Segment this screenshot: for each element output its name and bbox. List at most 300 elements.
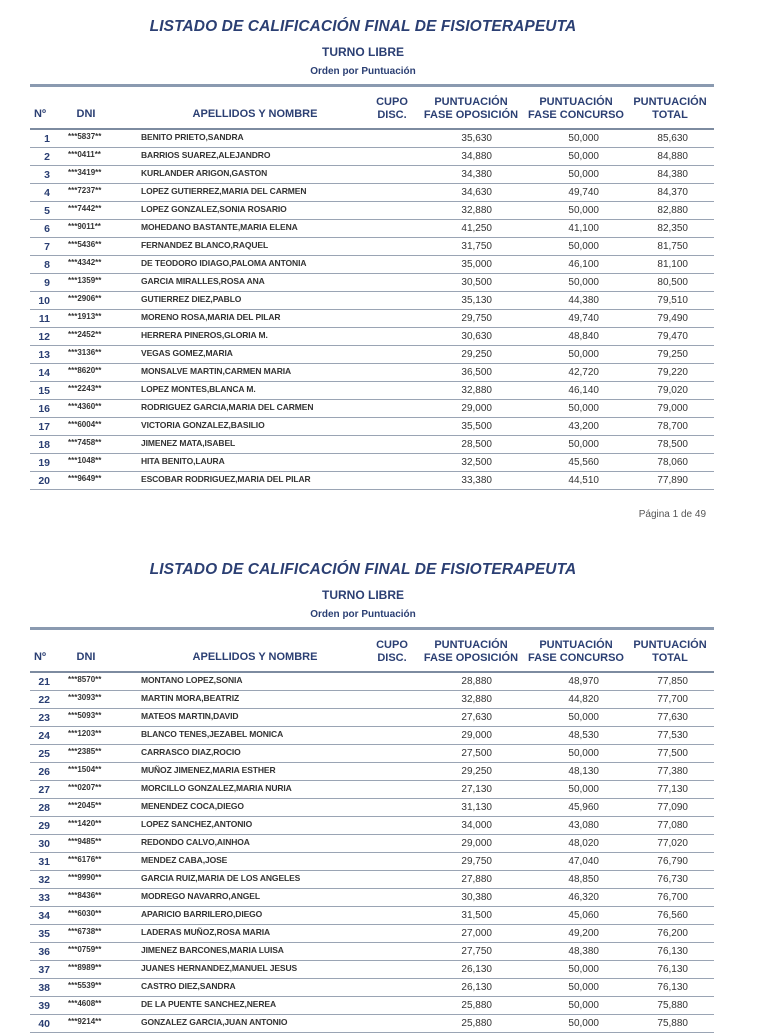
- row-score-total: 77,080: [657, 820, 688, 831]
- row-score-total: 76,130: [657, 964, 688, 975]
- row-score-oposicion: 35,130: [461, 295, 492, 306]
- row-name: REDONDO CALVO,AINHOA: [141, 837, 250, 847]
- row-dni: ***4360**: [68, 402, 102, 411]
- row-score-oposicion: 34,000: [461, 820, 492, 831]
- row-name: VICTORIA GONZALEZ,BASILIO: [141, 420, 265, 430]
- row-score-concurso: 46,140: [568, 385, 599, 396]
- row-name: MONTANO LOPEZ,SONIA: [141, 675, 243, 685]
- col-header-concurso-line2: FASE CONCURSO: [528, 109, 624, 121]
- row-number: 5: [44, 205, 50, 217]
- row-number: 6: [44, 223, 50, 235]
- table-row: [0, 400, 768, 418]
- document-subtitle: TURNO LIBRE: [322, 45, 404, 59]
- row-number: 26: [38, 766, 50, 778]
- col-header-cupo-line2: DISC.: [377, 109, 407, 121]
- row-score-concurso: 50,000: [568, 241, 599, 252]
- table-header: [0, 94, 768, 128]
- row-score-oposicion: 32,880: [461, 385, 492, 396]
- row-dni: ***1504**: [68, 765, 102, 774]
- row-score-concurso: 48,970: [568, 676, 599, 687]
- row-score-oposicion: 31,750: [461, 241, 492, 252]
- table-row: [0, 691, 768, 709]
- table-row: [0, 835, 768, 853]
- row-score-total: 79,020: [657, 385, 688, 396]
- row-number: 40: [38, 1018, 50, 1030]
- row-score-total: 80,500: [657, 277, 688, 288]
- row-name: GARCIA MIRALLES,ROSA ANA: [141, 276, 265, 286]
- row-score-oposicion: 29,000: [461, 838, 492, 849]
- row-score-total: 76,700: [657, 892, 688, 903]
- row-score-total: 84,370: [657, 187, 688, 198]
- row-score-total: 77,130: [657, 784, 688, 795]
- row-dni: ***4342**: [68, 258, 102, 267]
- row-score-oposicion: 27,130: [461, 784, 492, 795]
- row-dni: ***3093**: [68, 693, 102, 702]
- table-row: [0, 979, 768, 997]
- row-dni: ***0759**: [68, 945, 102, 954]
- row-score-concurso: 41,100: [568, 223, 599, 234]
- row-score-concurso: 50,000: [568, 133, 599, 144]
- col-header-name: APELLIDOS Y NOMBRE: [192, 108, 318, 120]
- row-name: KURLANDER ARIGON,GASTON: [141, 168, 268, 178]
- row-score-total: 77,630: [657, 712, 688, 723]
- row-number: 22: [38, 694, 50, 706]
- row-name: FERNANDEZ BLANCO,RAQUEL: [141, 240, 269, 250]
- row-number: 36: [38, 946, 50, 958]
- row-name: JIMENEZ BARCONES,MARIA LUISA: [141, 945, 284, 955]
- table-row: [0, 382, 768, 400]
- row-score-total: 82,350: [657, 223, 688, 234]
- row-number: 38: [38, 982, 50, 994]
- row-dni: ***7458**: [68, 438, 102, 447]
- row-score-oposicion: 33,380: [461, 475, 492, 486]
- row-score-concurso: 45,060: [568, 910, 599, 921]
- row-dni: ***7237**: [68, 186, 102, 195]
- row-name: MARTIN MORA,BEATRIZ: [141, 693, 240, 703]
- row-score-total: 79,000: [657, 403, 688, 414]
- row-name: JIMENEZ MATA,ISABEL: [141, 438, 236, 448]
- row-number: 21: [38, 676, 50, 688]
- row-score-oposicion: 29,750: [461, 313, 492, 324]
- table-row: [0, 889, 768, 907]
- row-number: 1: [44, 133, 50, 145]
- table-row: [0, 709, 768, 727]
- row-score-total: 85,630: [657, 133, 688, 144]
- col-header-oposicion: [418, 639, 524, 665]
- table-row: [0, 130, 768, 148]
- col-header-total-line2: TOTAL: [652, 652, 688, 664]
- results-table-body: [0, 673, 768, 1033]
- col-header-cupo-line2: DISC.: [377, 652, 407, 664]
- row-score-total: 77,530: [657, 730, 688, 741]
- row-score-total: 79,510: [657, 295, 688, 306]
- col-header-name: APELLIDOS Y NOMBRE: [192, 651, 318, 663]
- row-name: LOPEZ SANCHEZ,ANTONIO: [141, 819, 253, 829]
- row-score-oposicion: 31,130: [461, 802, 492, 813]
- sort-order-label: Orden por Puntuación: [310, 66, 416, 77]
- row-dni: ***6004**: [68, 420, 102, 429]
- row-score-total: 84,880: [657, 151, 688, 162]
- document-subtitle: TURNO LIBRE: [322, 588, 404, 602]
- row-score-oposicion: 27,750: [461, 946, 492, 957]
- table-row: [0, 781, 768, 799]
- row-name: CASTRO DIEZ,SANDRA: [141, 981, 236, 991]
- table-row: [0, 364, 768, 382]
- row-name: MONSALVE MARTIN,CARMEN MARIA: [141, 366, 292, 376]
- row-name: HITA BENITO,LAURA: [141, 456, 225, 466]
- row-name: DE LA PUENTE SANCHEZ,NEREA: [141, 999, 276, 1009]
- row-name: VEGAS GOMEZ,MARIA: [141, 348, 233, 358]
- row-number: 20: [38, 475, 50, 487]
- col-header-concurso-line1: PUNTUACIÓN: [539, 96, 613, 108]
- row-number: 23: [38, 712, 50, 724]
- row-number: 34: [38, 910, 50, 922]
- row-name: RODRIGUEZ GARCIA,MARIA DEL CARMEN: [141, 402, 314, 412]
- row-score-oposicion: 41,250: [461, 223, 492, 234]
- row-name: MUÑOZ JIMENEZ,MARIA ESTHER: [141, 765, 276, 775]
- table-row: [0, 472, 768, 490]
- row-number: 8: [44, 259, 50, 271]
- row-name: GONZALEZ GARCIA,JUAN ANTONIO: [141, 1017, 288, 1027]
- col-header-oposicion-line2: FASE OPOSICIÓN: [423, 652, 519, 664]
- row-dni: ***2906**: [68, 294, 102, 303]
- table-row: [0, 763, 768, 781]
- row-score-total: 79,220: [657, 367, 688, 378]
- row-number: 15: [38, 385, 50, 397]
- row-score-concurso: 49,740: [568, 187, 599, 198]
- table-row: [0, 943, 768, 961]
- table-row: [0, 727, 768, 745]
- row-score-concurso: 42,720: [568, 367, 599, 378]
- col-header-concurso-line1: PUNTUACIÓN: [539, 639, 613, 651]
- row-name: MORENO ROSA,MARIA DEL PILAR: [141, 312, 281, 322]
- row-score-total: 76,730: [657, 874, 688, 885]
- table-row: [0, 799, 768, 817]
- row-score-oposicion: 27,630: [461, 712, 492, 723]
- row-dni: ***1359**: [68, 276, 102, 285]
- row-score-total: 77,380: [657, 766, 688, 777]
- row-dni: ***1048**: [68, 456, 102, 465]
- row-score-concurso: 48,840: [568, 331, 599, 342]
- col-header-cupo: [366, 96, 418, 122]
- table-row: [0, 256, 768, 274]
- row-number: 31: [38, 856, 50, 868]
- row-name: HERRERA PINEROS,GLORIA M.: [141, 330, 268, 340]
- row-name: MORCILLO GONZALEZ,MARIA NURIA: [141, 783, 292, 793]
- table-row: [0, 238, 768, 256]
- row-score-total: 79,250: [657, 349, 688, 360]
- row-score-oposicion: 29,000: [461, 403, 492, 414]
- col-header-cupo-line1: CUPO: [376, 639, 408, 651]
- row-score-total: 84,380: [657, 169, 688, 180]
- row-score-concurso: 50,000: [568, 403, 599, 414]
- row-dni: ***5436**: [68, 240, 102, 249]
- row-number: 32: [38, 874, 50, 886]
- row-name: LOPEZ GUTIERREZ,MARIA DEL CARMEN: [141, 186, 307, 196]
- row-score-oposicion: 27,000: [461, 928, 492, 939]
- row-score-concurso: 50,000: [568, 277, 599, 288]
- row-score-concurso: 50,000: [568, 169, 599, 180]
- row-score-oposicion: 29,250: [461, 766, 492, 777]
- row-score-concurso: 50,000: [568, 784, 599, 795]
- row-score-oposicion: 29,000: [461, 730, 492, 741]
- row-score-oposicion: 34,630: [461, 187, 492, 198]
- row-name: GUTIERREZ DIEZ,PABLO: [141, 294, 242, 304]
- row-number: 16: [38, 403, 50, 415]
- table-row: [0, 853, 768, 871]
- row-dni: ***3419**: [68, 168, 102, 177]
- row-number: 14: [38, 367, 50, 379]
- row-dni: ***9011**: [68, 222, 101, 231]
- row-dni: ***6738**: [68, 927, 102, 936]
- row-score-total: 77,700: [657, 694, 688, 705]
- row-dni: ***1420**: [68, 819, 102, 828]
- row-number: 25: [38, 748, 50, 760]
- row-score-oposicion: 32,500: [461, 457, 492, 468]
- row-name: LOPEZ GONZALEZ,SONIA ROSARIO: [141, 204, 287, 214]
- row-score-concurso: 46,320: [568, 892, 599, 903]
- row-dni: ***9485**: [68, 837, 102, 846]
- sort-order-label: Orden por Puntuación: [310, 609, 416, 620]
- row-dni: ***8570**: [68, 675, 102, 684]
- row-score-oposicion: 28,500: [461, 439, 492, 450]
- row-score-total: 81,100: [657, 259, 688, 270]
- row-number: 18: [38, 439, 50, 451]
- row-score-oposicion: 32,880: [461, 694, 492, 705]
- row-score-concurso: 49,200: [568, 928, 599, 939]
- row-number: 39: [38, 1000, 50, 1012]
- row-name: BARRIOS SUAREZ,ALEJANDRO: [141, 150, 271, 160]
- row-dni: ***7442**: [68, 204, 102, 213]
- row-score-concurso: 50,000: [568, 982, 599, 993]
- table-row: [0, 907, 768, 925]
- document-title: LISTADO DE CALIFICACIÓN FINAL DE FISIOTERAPEUTA: [149, 561, 577, 578]
- table-row: [0, 202, 768, 220]
- row-dni: ***9990**: [68, 873, 102, 882]
- row-dni: ***1203**: [68, 729, 102, 738]
- row-score-total: 75,880: [657, 1018, 688, 1029]
- row-score-concurso: 48,130: [568, 766, 599, 777]
- row-number: 33: [38, 892, 50, 904]
- row-dni: ***2243**: [68, 384, 102, 393]
- col-header-cupo-line1: CUPO: [376, 96, 408, 108]
- row-number: 28: [38, 802, 50, 814]
- row-number: 13: [38, 349, 50, 361]
- row-name: BENITO PRIETO,SANDRA: [141, 132, 244, 142]
- row-score-concurso: 50,000: [568, 349, 599, 360]
- table-row: [0, 673, 768, 691]
- table-row: [0, 454, 768, 472]
- row-dni: ***9649**: [68, 474, 102, 483]
- row-dni: ***8620**: [68, 366, 102, 375]
- row-score-concurso: 49,740: [568, 313, 599, 324]
- row-score-concurso: 45,960: [568, 802, 599, 813]
- col-header-dni: DNI: [76, 651, 96, 663]
- row-score-total: 77,020: [657, 838, 688, 849]
- table-row: [0, 817, 768, 835]
- table-row: [0, 292, 768, 310]
- row-score-total: 81,750: [657, 241, 688, 252]
- row-name: MODREGO NAVARRO,ANGEL: [141, 891, 260, 901]
- row-dni: ***0411**: [68, 150, 101, 159]
- row-dni: ***6176**: [68, 855, 102, 864]
- table-row: [0, 1015, 768, 1033]
- row-score-oposicion: 25,880: [461, 1000, 492, 1011]
- row-dni: ***3136**: [68, 348, 102, 357]
- table-row: [0, 148, 768, 166]
- row-score-concurso: 45,560: [568, 457, 599, 468]
- row-score-total: 76,130: [657, 982, 688, 993]
- row-score-oposicion: 29,750: [461, 856, 492, 867]
- col-header-concurso: [524, 639, 628, 665]
- row-score-total: 79,470: [657, 331, 688, 342]
- row-number: 19: [38, 457, 50, 469]
- row-number: 7: [44, 241, 50, 253]
- row-score-oposicion: 29,250: [461, 349, 492, 360]
- row-name: CARRASCO DIAZ,ROCIO: [141, 747, 241, 757]
- row-name: APARICIO BARRILERO,DIEGO: [141, 909, 263, 919]
- row-score-total: 75,880: [657, 1000, 688, 1011]
- header-rule: [30, 84, 714, 87]
- document-title: LISTADO DE CALIFICACIÓN FINAL DE FISIOTERAPEUTA: [149, 18, 577, 35]
- row-score-concurso: 48,530: [568, 730, 599, 741]
- row-score-concurso: 44,380: [568, 295, 599, 306]
- row-score-concurso: 43,200: [568, 421, 599, 432]
- row-score-concurso: 48,850: [568, 874, 599, 885]
- row-score-total: 76,560: [657, 910, 688, 921]
- row-number: 11: [38, 313, 50, 325]
- row-dni: ***2045**: [68, 801, 102, 810]
- row-score-oposicion: 27,500: [461, 748, 492, 759]
- row-number: 37: [38, 964, 50, 976]
- row-name: JUANES HERNANDEZ,MANUEL JESUS: [141, 963, 298, 973]
- col-header-n: Nº: [34, 108, 46, 120]
- row-score-total: 78,700: [657, 421, 688, 432]
- row-score-concurso: 44,510: [568, 475, 599, 486]
- row-name: MENDEZ CABA,JOSE: [141, 855, 228, 865]
- col-header-concurso-line2: FASE CONCURSO: [528, 652, 624, 664]
- table-row: [0, 925, 768, 943]
- row-score-oposicion: 30,630: [461, 331, 492, 342]
- row-number: 17: [38, 421, 50, 433]
- row-score-concurso: 50,000: [568, 151, 599, 162]
- table-row: [0, 418, 768, 436]
- table-row: [0, 997, 768, 1015]
- results-table-body: [0, 130, 768, 490]
- row-number: 10: [38, 295, 50, 307]
- row-score-total: 77,850: [657, 676, 688, 687]
- header-rule: [30, 627, 714, 630]
- row-score-oposicion: 26,130: [461, 964, 492, 975]
- table-header: [0, 637, 768, 671]
- row-dni: ***8436**: [68, 891, 102, 900]
- row-name: MENENDEZ COCA,DIEGO: [141, 801, 244, 811]
- col-header-total-line1: PUNTUACIÓN: [633, 639, 707, 651]
- row-score-oposicion: 25,880: [461, 1018, 492, 1029]
- row-score-oposicion: 34,880: [461, 151, 492, 162]
- row-score-concurso: 47,040: [568, 856, 599, 867]
- row-score-oposicion: 32,880: [461, 205, 492, 216]
- row-score-total: 78,060: [657, 457, 688, 468]
- row-score-oposicion: 28,880: [461, 676, 492, 687]
- row-score-total: 76,130: [657, 946, 688, 957]
- row-score-oposicion: 27,880: [461, 874, 492, 885]
- row-name: MATEOS MARTIN,DAVID: [141, 711, 239, 721]
- row-score-concurso: 44,820: [568, 694, 599, 705]
- row-score-concurso: 43,080: [568, 820, 599, 831]
- row-dni: ***5093**: [68, 711, 102, 720]
- table-row: [0, 184, 768, 202]
- row-score-oposicion: 34,380: [461, 169, 492, 180]
- row-score-oposicion: 35,000: [461, 259, 492, 270]
- row-dni: ***8989**: [68, 963, 102, 972]
- col-header-n: Nº: [34, 651, 46, 663]
- row-score-oposicion: 31,500: [461, 910, 492, 921]
- row-score-concurso: 50,000: [568, 439, 599, 450]
- table-row: [0, 745, 768, 763]
- row-score-total: 79,490: [657, 313, 688, 324]
- row-score-concurso: 48,020: [568, 838, 599, 849]
- row-score-total: 77,890: [657, 475, 688, 486]
- row-score-total: 77,500: [657, 748, 688, 759]
- table-row: [0, 166, 768, 184]
- row-number: 3: [44, 169, 50, 181]
- row-dni: ***2385**: [68, 747, 102, 756]
- col-header-oposicion-line1: PUNTUACIÓN: [434, 639, 508, 651]
- row-dni: ***1913**: [68, 312, 102, 321]
- row-score-oposicion: 35,500: [461, 421, 492, 432]
- row-dni: ***0207**: [68, 783, 102, 792]
- col-header-concurso: [524, 96, 628, 122]
- row-dni: ***5837**: [68, 132, 102, 141]
- row-number: 24: [38, 730, 50, 742]
- col-header-total-line2: TOTAL: [652, 109, 688, 121]
- row-number: 2: [44, 151, 50, 163]
- col-header-oposicion-line2: FASE OPOSICIÓN: [423, 109, 519, 121]
- row-number: 27: [38, 784, 50, 796]
- row-name: MOHEDANO BASTANTE,MARIA ELENA: [141, 222, 298, 232]
- table-row: [0, 310, 768, 328]
- row-score-oposicion: 35,630: [461, 133, 492, 144]
- row-number: 12: [38, 331, 50, 343]
- row-name: ESCOBAR RODRIGUEZ,MARIA DEL PILAR: [141, 474, 311, 484]
- row-score-concurso: 50,000: [568, 1018, 599, 1029]
- col-header-oposicion: [418, 96, 524, 122]
- row-name: DE TEODORO IDIAGO,PALOMA ANTONIA: [141, 258, 307, 268]
- col-header-cupo: [366, 639, 418, 665]
- table-row: [0, 220, 768, 238]
- row-score-total: 76,200: [657, 928, 688, 939]
- row-score-oposicion: 36,500: [461, 367, 492, 378]
- table-row: [0, 436, 768, 454]
- row-name: LADERAS MUÑOZ,ROSA MARIA: [141, 927, 271, 937]
- row-number: 9: [44, 277, 50, 289]
- col-header-total: [628, 96, 712, 122]
- row-dni: ***9214**: [68, 1017, 102, 1026]
- row-number: 30: [38, 838, 50, 850]
- table-row: [0, 328, 768, 346]
- table-row: [0, 961, 768, 979]
- col-header-oposicion-line1: PUNTUACIÓN: [434, 96, 508, 108]
- row-name: BLANCO TENES,JEZABEL MONICA: [141, 729, 284, 739]
- row-score-concurso: 48,380: [568, 946, 599, 957]
- col-header-dni: DNI: [76, 108, 96, 120]
- row-number: 4: [44, 187, 50, 199]
- row-score-total: 82,880: [657, 205, 688, 216]
- row-score-concurso: 50,000: [568, 205, 599, 216]
- table-row: [0, 346, 768, 364]
- row-score-total: 77,090: [657, 802, 688, 813]
